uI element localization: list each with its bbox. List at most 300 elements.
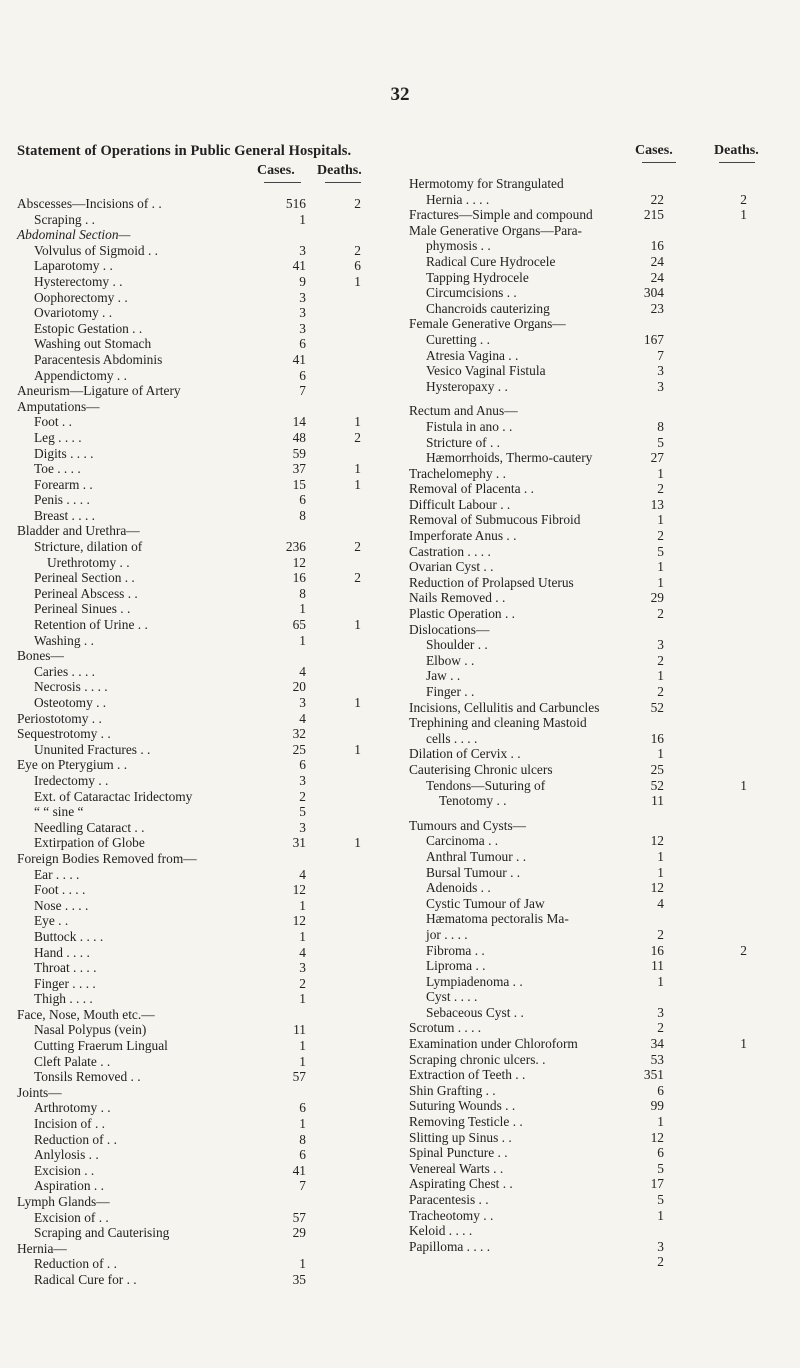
operation-label: Scraping chronic ulcers. . <box>409 1051 546 1067</box>
table-row <box>17 368 402 384</box>
table-row <box>409 1098 794 1114</box>
cases-value: 32 <box>292 726 306 742</box>
operation-label: Oophorectomy . . <box>34 289 128 305</box>
operation-label: Cauterising Chronic ulcers <box>409 761 553 777</box>
operation-label: Hermotomy for Strangulated <box>409 176 564 191</box>
right-column-header <box>409 143 794 176</box>
operation-label: Rectum and Anus— <box>409 403 518 419</box>
operation-label: Finger . . <box>426 684 475 699</box>
cases-value: 3 <box>299 289 306 305</box>
operation-label: “ “ sine “ <box>34 804 84 820</box>
cases-value: 1 <box>657 512 664 528</box>
table-row <box>409 1130 794 1146</box>
cases-value: 22 <box>650 191 664 207</box>
deaths-value: 2 <box>740 942 747 958</box>
operation-label: Removing Testicle . . <box>409 1114 523 1130</box>
cases-value: 20 <box>292 679 306 695</box>
cases-value: 4 <box>299 663 306 679</box>
cases-value: 3 <box>657 1004 664 1020</box>
operation-label: Tonsils Removed . . <box>34 1069 141 1085</box>
deaths-header: Deaths. <box>317 163 362 178</box>
table-row <box>409 254 794 270</box>
left-rows <box>17 196 402 1288</box>
cases-value: 35 <box>292 1271 306 1287</box>
operation-label: cells . . . . <box>426 730 478 746</box>
table-row <box>409 379 794 395</box>
table-row <box>17 1194 402 1210</box>
table-row <box>17 929 402 945</box>
table-row <box>409 1083 794 1099</box>
cases-value: 59 <box>292 445 306 461</box>
operation-label: Scraping . . <box>34 211 95 227</box>
cases-value: 23 <box>650 300 664 316</box>
table-row <box>409 435 794 451</box>
table-row <box>409 637 794 653</box>
deaths-value: 1 <box>354 414 361 430</box>
operation-label: Reduction of Prolapsed Uterus <box>409 574 574 590</box>
table-row <box>409 559 794 575</box>
table-row <box>17 1038 402 1054</box>
cases-value: 25 <box>292 741 306 757</box>
operation-label: Ovariotomy . . <box>34 305 113 321</box>
operation-label: Caries . . . . <box>34 663 95 679</box>
table-row <box>409 943 794 959</box>
table-row <box>17 695 402 711</box>
cases-value: 41 <box>292 1162 306 1178</box>
operation-label: Tenotomy . . <box>439 793 507 809</box>
deaths-value: 1 <box>740 1036 747 1052</box>
operation-label: Slitting up Sinus . . <box>409 1129 512 1145</box>
operation-label: Leg . . . . <box>34 429 82 445</box>
operation-label: Ununited Fractures . . <box>34 741 151 757</box>
cases-value: 29 <box>650 590 664 606</box>
cases-value: 12 <box>650 1129 664 1145</box>
deaths-value: 2 <box>354 196 361 211</box>
deaths-value: 1 <box>740 777 747 793</box>
table-row <box>17 648 402 664</box>
operation-label: Bladder and Urethra— <box>17 523 140 539</box>
table-row <box>17 446 402 462</box>
cases-value: 351 <box>643 1067 664 1083</box>
table-row <box>409 316 794 332</box>
cases-value: 3 <box>299 320 306 336</box>
operation-label: Hernia— <box>17 1240 67 1256</box>
cases-value: 2 <box>657 1254 664 1270</box>
cases-value: 1 <box>657 1114 664 1130</box>
cases-value: 1 <box>657 848 664 864</box>
cases-value: 516 <box>285 196 306 211</box>
table-row <box>409 653 794 669</box>
cases-value: 7 <box>299 1178 306 1194</box>
cases-value: 1 <box>299 1116 306 1132</box>
table-row <box>409 731 794 747</box>
table-row <box>17 243 402 259</box>
table-row <box>409 668 794 684</box>
operation-label: Foot . . <box>34 414 72 430</box>
operation-label: Thigh . . . . <box>34 991 93 1007</box>
table-row <box>17 274 402 290</box>
cases-value: 2 <box>657 481 664 497</box>
table-row <box>17 321 402 337</box>
operation-label: Anlylosis . . <box>34 1147 99 1163</box>
operation-label: Shin Grafting . . <box>409 1082 496 1098</box>
table-row <box>17 461 402 477</box>
operation-label: Reduction of . . <box>34 1131 117 1147</box>
operation-label: Papilloma . . . . <box>409 1238 491 1254</box>
operation-label: Elbow . . <box>426 652 475 668</box>
operation-label: Osteotomy . . <box>34 695 107 710</box>
operation-label: Eye on Pterygium . . <box>17 757 128 773</box>
cases-value: 2 <box>657 684 664 699</box>
table-row <box>17 804 402 820</box>
deaths-rule <box>325 182 361 183</box>
cases-value: 13 <box>650 496 664 512</box>
cases-value: 11 <box>293 1022 306 1038</box>
operation-label: Hysterectomy . . <box>34 273 123 289</box>
table-row <box>409 207 794 223</box>
cases-rule <box>642 162 676 163</box>
cases-value: 2 <box>657 528 664 544</box>
cases-value: 5 <box>657 1192 664 1207</box>
cases-value: 1 <box>657 973 664 989</box>
operation-label: Hæmatoma pectoralis Ma- <box>426 911 569 927</box>
operation-label: Volvulus of Sigmoid . . <box>34 242 159 258</box>
deaths-value: 1 <box>354 476 361 492</box>
operation-label: Buttock . . . . <box>34 928 104 944</box>
operation-label: Paracentesis Abdominis <box>34 351 163 367</box>
cases-value: 1 <box>299 211 306 227</box>
table-row <box>409 512 794 528</box>
table-row <box>409 684 794 700</box>
cases-value: 3 <box>299 819 306 835</box>
cases-value: 5 <box>657 543 664 559</box>
left-column <box>17 163 402 1288</box>
cases-value: 41 <box>292 351 306 367</box>
cases-value: 8 <box>657 418 664 434</box>
cases-value: 7 <box>657 347 664 363</box>
deaths-value: 1 <box>354 835 361 851</box>
deaths-value: 1 <box>354 273 361 289</box>
operation-label: Necrosis . . . . <box>34 679 108 695</box>
cases-value: 3 <box>657 1238 664 1254</box>
deaths-value: 2 <box>354 570 361 586</box>
table-row <box>409 419 794 435</box>
operation-label: Penis . . . . <box>34 492 90 508</box>
operation-label: Fibroma . . <box>426 942 485 958</box>
table-row <box>17 1210 402 1226</box>
operation-label: Female Generative Organs— <box>409 316 566 332</box>
cases-value: 6 <box>299 492 306 508</box>
table-row <box>17 1116 402 1132</box>
table-row <box>409 544 794 560</box>
operation-label: Washing . . <box>34 632 94 648</box>
cases-value: 4 <box>657 895 664 911</box>
cases-value: 3 <box>299 242 306 258</box>
table-row <box>17 570 402 586</box>
cases-value: 52 <box>650 777 664 793</box>
table-row <box>17 633 402 649</box>
table-row <box>409 927 794 943</box>
operation-label: Keloid . . . . <box>409 1223 473 1239</box>
cases-value: 57 <box>292 1209 306 1225</box>
table-row <box>17 508 402 524</box>
operation-label: Dislocations— <box>409 621 490 637</box>
operation-label: Dilation of Cervix . . <box>409 746 521 762</box>
cases-value: 17 <box>650 1176 664 1192</box>
cases-value: 53 <box>650 1051 664 1067</box>
cases-value: 6 <box>299 757 306 773</box>
cases-value: 16 <box>650 942 664 958</box>
deaths-value: 1 <box>354 461 361 477</box>
table-row <box>17 414 402 430</box>
deaths-header: Deaths. <box>714 143 759 158</box>
operation-label: Hernia . . . . <box>426 191 490 207</box>
cases-value: 48 <box>292 429 306 445</box>
operation-label: Sebaceous Cyst . . <box>426 1004 524 1020</box>
operation-label: Ear . . . . <box>34 866 80 882</box>
table-row <box>17 1147 402 1163</box>
cases-value: 215 <box>643 207 664 223</box>
table-row <box>17 1178 402 1194</box>
operation-label: Scrotum . . . . <box>409 1020 482 1036</box>
operation-label: Chancroids cauterizing <box>426 300 550 316</box>
cases-value: 6 <box>299 367 306 383</box>
cases-value: 1 <box>299 1038 306 1054</box>
table-row <box>17 399 402 415</box>
cases-value: 5 <box>657 1160 664 1176</box>
cases-value: 6 <box>299 1147 306 1163</box>
table-row <box>409 1145 794 1161</box>
cases-value: 25 <box>650 761 664 777</box>
operation-label: Trephining and cleaning Mastoid <box>409 715 587 731</box>
cases-value: 2 <box>657 926 664 942</box>
operation-label: Extraction of Teeth . . <box>409 1067 526 1083</box>
deaths-value: 1 <box>354 741 361 757</box>
cases-value: 27 <box>650 450 664 466</box>
operation-label: Periostotomy . . <box>17 710 102 726</box>
table-row <box>409 809 794 818</box>
operation-label: Removal of Submucous Fibroid <box>409 512 581 528</box>
table-row <box>17 1241 402 1257</box>
table-row <box>17 1085 402 1101</box>
cases-value: 1 <box>299 1256 306 1272</box>
operation-label: Aneurism—Ligature of Artery <box>17 383 181 399</box>
deaths-value: 2 <box>354 429 361 445</box>
operation-label: Aspirating Chest . . <box>409 1176 513 1192</box>
table-row <box>409 1239 794 1255</box>
operation-label: Shoulder . . <box>426 637 488 653</box>
operation-label: Tumours and Cysts— <box>409 817 527 833</box>
cases-value: 12 <box>650 880 664 896</box>
operation-label: Extirpation of Globe <box>34 835 145 851</box>
table-row <box>17 212 402 228</box>
cases-value: 1 <box>657 864 664 880</box>
operation-label: Venereal Warts . . <box>409 1160 504 1176</box>
operation-label: Stricture, dilation of <box>34 539 143 555</box>
cases-value: 99 <box>650 1098 664 1114</box>
operation-label: Amputations— <box>17 398 100 414</box>
table-row <box>17 976 402 992</box>
deaths-value: 6 <box>354 258 361 274</box>
table-row <box>409 849 794 865</box>
operation-label: Perineal Sinues . . <box>34 601 131 617</box>
deaths-rule <box>719 162 755 163</box>
table-row <box>409 575 794 591</box>
operation-label: Tapping Hydrocele <box>426 269 529 285</box>
operation-label: Nails Removed . . <box>409 590 506 606</box>
operation-label: Foot . . . . <box>34 882 86 898</box>
table-row <box>17 227 402 243</box>
table-row <box>409 974 794 990</box>
operation-label: Perineal Section . . <box>34 570 135 586</box>
table-row <box>17 305 402 321</box>
operation-label: Difficult Labour . . <box>409 496 511 512</box>
table-row <box>17 820 402 836</box>
cases-value: 6 <box>657 1082 664 1098</box>
cases-value: 12 <box>292 554 306 570</box>
deaths-value: 2 <box>740 191 747 207</box>
cases-value: 1 <box>299 897 306 913</box>
table-row <box>409 911 794 927</box>
table-row <box>17 913 402 929</box>
operation-label: Eye . . <box>34 913 69 929</box>
operation-label: Removal of Placenta . . <box>409 481 534 497</box>
cases-value: 8 <box>299 1131 306 1147</box>
cases-value: 15 <box>292 476 306 492</box>
operation-label: Hand . . . . <box>34 944 90 960</box>
cases-value: 1 <box>299 601 306 617</box>
table-row <box>409 1020 794 1036</box>
deaths-value: 1 <box>354 695 361 710</box>
table-row <box>17 555 402 571</box>
cases-value: 304 <box>643 285 664 301</box>
operation-label: Radical Cure for . . <box>34 1271 137 1287</box>
table-row <box>17 1022 402 1038</box>
cases-value: 3 <box>299 772 306 788</box>
table-row <box>409 1192 794 1208</box>
operation-label: Cutting Fraerum Lingual <box>34 1038 168 1054</box>
table-row <box>17 352 402 368</box>
cases-value: 1 <box>299 991 306 1007</box>
table-row <box>409 1223 794 1239</box>
table-row <box>17 960 402 976</box>
cases-value: 12 <box>292 882 306 898</box>
operation-label: jor . . . . <box>426 926 468 942</box>
operation-label: Imperforate Anus . . <box>409 528 517 544</box>
cases-value: 31 <box>292 835 306 851</box>
operation-label: Cyst . . . . <box>426 989 478 1005</box>
cases-value: 65 <box>292 617 306 633</box>
cases-value: 16 <box>292 570 306 586</box>
cases-value: 7 <box>299 383 306 399</box>
table-row <box>409 1161 794 1177</box>
table-row <box>409 466 794 482</box>
operation-label: Urethrotomy . . <box>47 554 130 570</box>
cases-value: 8 <box>299 585 306 601</box>
cases-value: 2 <box>657 1020 664 1036</box>
table-row <box>409 332 794 348</box>
table-row <box>17 617 402 633</box>
table-row <box>409 1114 794 1130</box>
operation-label: Bursal Tumour . . <box>426 864 521 880</box>
table-row <box>409 590 794 606</box>
operation-label: Hysteropaxy . . <box>426 378 508 394</box>
operation-label: Foreign Bodies Removed from— <box>17 850 197 866</box>
cases-value: 16 <box>650 238 664 254</box>
operation-label: Stricture of . . <box>426 434 501 450</box>
cases-value: 41 <box>292 258 306 274</box>
cases-value: 52 <box>650 699 664 715</box>
page-number: 32 <box>390 84 410 105</box>
table-row <box>409 285 794 301</box>
cases-value: 5 <box>657 434 664 450</box>
table-row <box>409 880 794 896</box>
cases-value: 167 <box>643 331 664 347</box>
operation-label: Arthrotomy . . <box>34 1100 111 1116</box>
table-row <box>409 1176 794 1192</box>
table-row <box>409 606 794 622</box>
operation-label: Vesico Vaginal Fistula <box>426 363 546 379</box>
table-row <box>17 773 402 789</box>
table-row <box>409 958 794 974</box>
table-row <box>409 348 794 364</box>
operation-label: Plastic Operation . . <box>409 606 515 622</box>
cases-value: 3 <box>657 378 664 394</box>
cases-value: 12 <box>292 913 306 929</box>
table-row <box>17 1007 402 1023</box>
operation-label: Needling Cataract . . <box>34 819 145 835</box>
operation-label: Nose . . . . <box>34 897 89 913</box>
cases-value: 1 <box>299 928 306 944</box>
operation-label: Circumcisions . . <box>426 285 517 301</box>
table-row <box>409 270 794 286</box>
operation-label: Examination under Chloroform <box>409 1036 578 1052</box>
operation-label: Atresia Vagina . . <box>426 347 519 363</box>
cases-value: 16 <box>650 730 664 746</box>
table-row <box>17 430 402 446</box>
operation-label: Fractures—Simple and compound <box>409 207 593 223</box>
operation-label: Carcinoma . . <box>426 833 499 849</box>
cases-value: 14 <box>292 414 306 430</box>
operation-label: Digits . . . . <box>34 445 94 461</box>
cases-value: 6 <box>657 1145 664 1161</box>
cases-value: 57 <box>292 1069 306 1085</box>
operation-label: Ext. of Cataractac Iridectomy <box>34 788 193 804</box>
table-row <box>409 715 794 731</box>
operation-label: Abdominal Section— <box>17 227 131 243</box>
cases-value: 24 <box>650 269 664 285</box>
operation-label: Male Generative Organs—Para- <box>409 222 583 238</box>
table-row <box>17 258 402 274</box>
table-row <box>17 586 402 602</box>
table-row <box>17 711 402 727</box>
operation-label: Jaw . . <box>426 668 461 684</box>
operation-label: Tracheotomy . . <box>409 1207 494 1223</box>
operation-label: Appendictomy . . <box>34 367 127 383</box>
table-row <box>409 363 794 379</box>
operation-label: Retention of Urine . . <box>34 617 148 633</box>
table-title: Statement of Operations in Public General Hospitals. <box>17 143 352 159</box>
operation-label: Cleft Palate . . <box>34 1053 111 1069</box>
table-row <box>409 192 794 208</box>
table-row <box>409 176 794 192</box>
cases-value: 2 <box>299 975 306 991</box>
table-row <box>409 497 794 513</box>
operation-label: Anthral Tumour . . <box>426 848 527 864</box>
deaths-value: 1 <box>740 207 747 223</box>
table-row <box>409 762 794 778</box>
table-row <box>409 450 794 466</box>
